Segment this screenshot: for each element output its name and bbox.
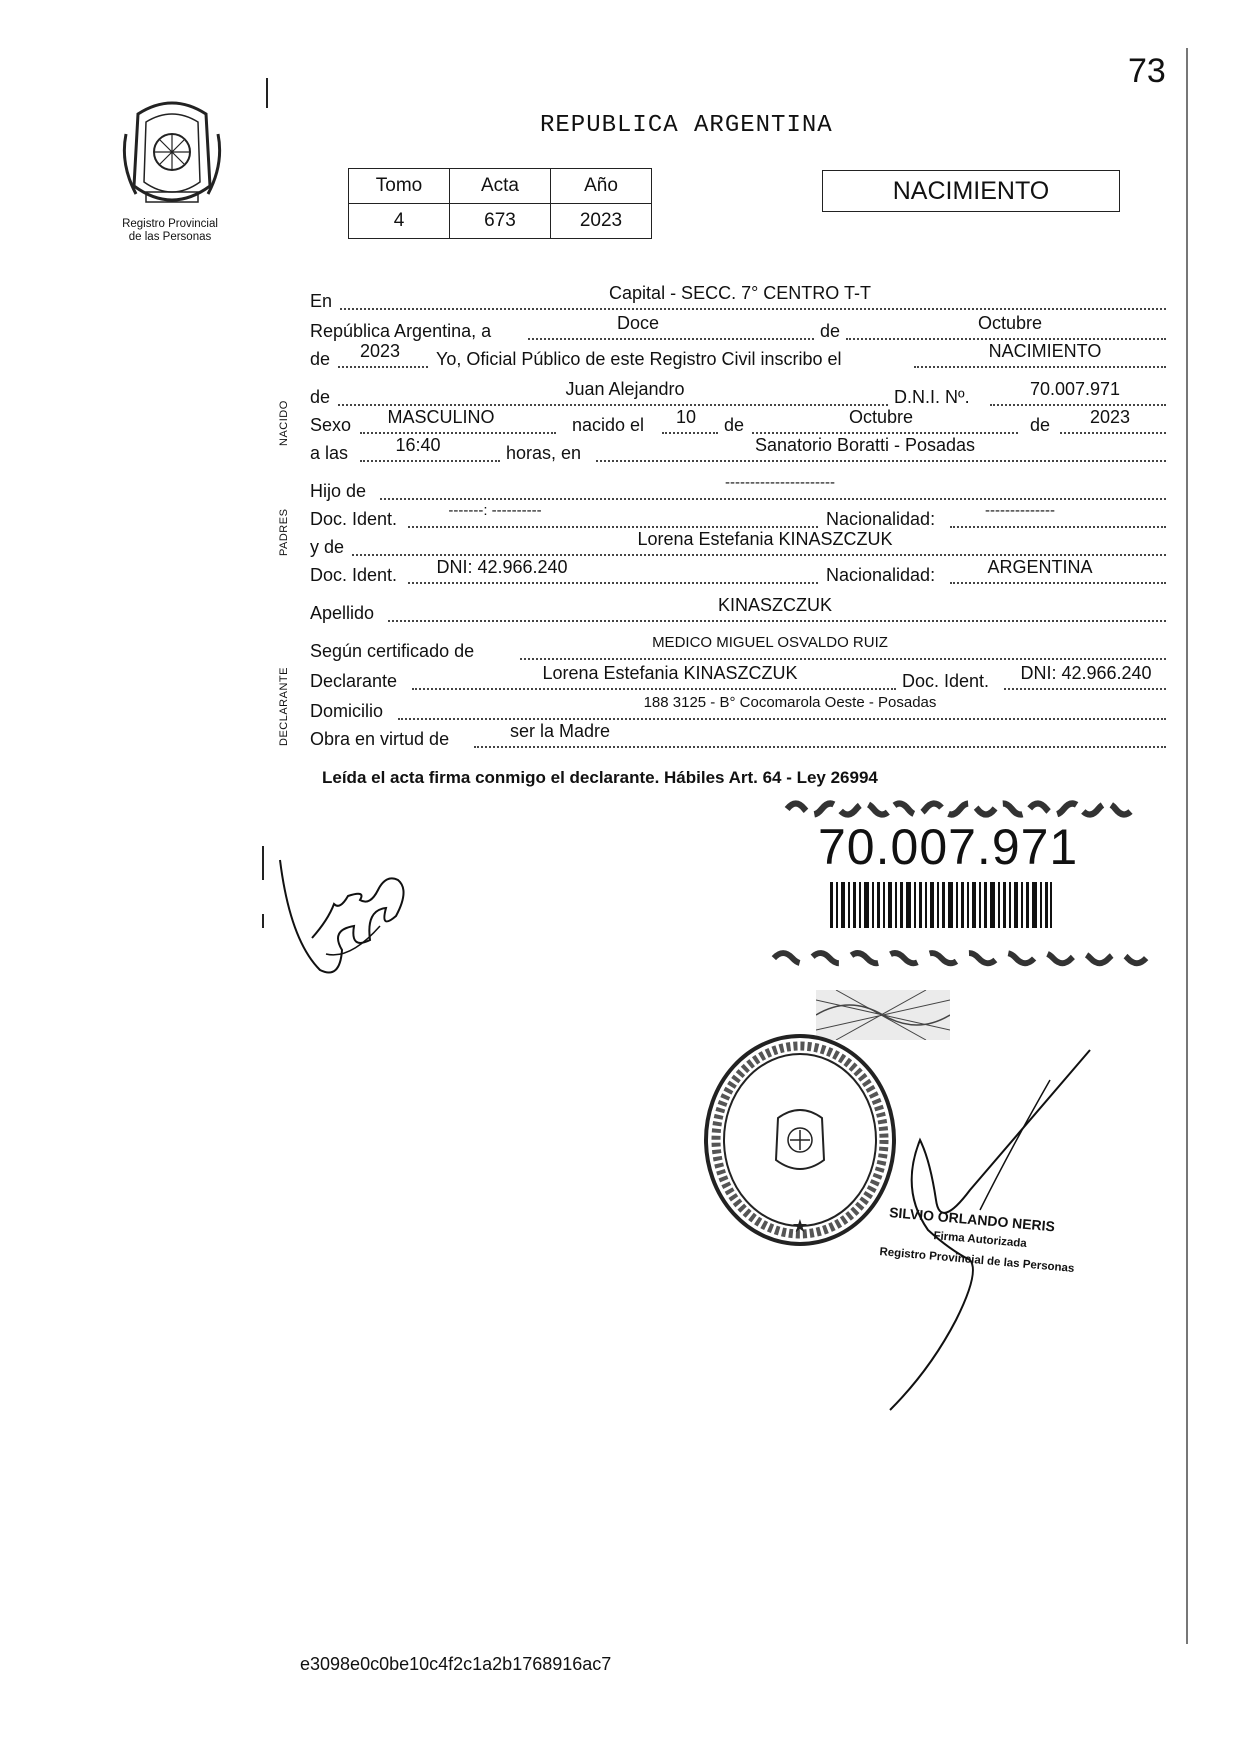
section-label-declarante: DECLARANTE <box>278 667 290 746</box>
dots-birth-day <box>662 432 718 434</box>
registry-value-tomo: 4 <box>349 204 450 239</box>
label-yo-text: Yo, Oficial Público de este Registro Civil inscribo el <box>436 349 842 369</box>
value-declarant-doc: DNI: 42.966.240 <box>1020 663 1152 683</box>
value-surname: KINASZCZUK <box>717 595 832 615</box>
signer-name: SILVIO ORLANDO NERIS <box>888 1204 1056 1235</box>
act-type-box: NACIMIENTO <box>822 170 1120 212</box>
security-wave-bottom <box>740 948 1180 970</box>
right-margin-line <box>1186 48 1188 1644</box>
registry-value-ano: 2023 <box>551 204 652 239</box>
signer-organization: Registro Provincial de las Personas <box>878 1246 1075 1276</box>
dots-capacity <box>474 746 1166 748</box>
label-nacionalidad-father: Nacionalidad: <box>826 509 936 529</box>
document-title: REPUBLICA ARGENTINA <box>540 112 833 139</box>
dots-mother-doc <box>408 582 818 584</box>
value-sex: MASCULINO <box>387 407 495 427</box>
value-birth-year: 2023 <box>1089 407 1131 427</box>
value-name: Juan Alejandro <box>565 379 685 399</box>
row-time-place <box>310 435 1166 466</box>
label-de-month: de <box>820 321 841 341</box>
dots-year <box>338 366 428 368</box>
left-mark-2 <box>262 914 264 928</box>
value-mother: Lorena Estefania KINASZCZUK <box>637 529 893 549</box>
label-apellido: Apellido <box>310 603 375 623</box>
row-mother-doc <box>310 557 1166 588</box>
label-y-de: y de <box>310 537 345 557</box>
dots-act <box>914 366 1166 368</box>
label-de-birth-month: de <box>724 415 745 435</box>
label-dni: D.N.I. Nº. <box>894 387 970 407</box>
value-act: NACIMIENTO <box>988 341 1102 361</box>
row-surname <box>310 595 1166 626</box>
value-declarant: Lorena Estefania KINASZCZUK <box>542 663 798 683</box>
signer-role: Firma Autorizada <box>932 1230 1028 1251</box>
declarant-signature <box>270 830 420 980</box>
security-wave-top <box>740 798 1180 820</box>
value-year: 2023 <box>359 341 401 361</box>
value-capacity: ser la Madre <box>509 721 611 741</box>
value-birth-month: Octubre <box>848 407 914 427</box>
value-father-nat: -------------- <box>985 502 1055 519</box>
row-address <box>310 694 1166 724</box>
province-crest-logo <box>118 94 226 212</box>
label-declarante: Declarante <box>310 671 398 691</box>
label-domicilio: Domicilio <box>310 701 384 721</box>
label-en: En <box>310 291 333 311</box>
registry-value-acta: 673 <box>450 204 551 239</box>
label-hijo-de: Hijo de <box>310 481 367 501</box>
section-label-padres: PADRES <box>278 508 290 556</box>
official-signature <box>860 1040 1100 1420</box>
value-father: ---------------------- <box>725 474 835 491</box>
registry-header-acta: Acta <box>450 169 551 204</box>
svg-text:★: ★ <box>791 1216 809 1236</box>
value-time: 16:40 <box>395 435 441 455</box>
label-doc-ident-declarant: Doc. Ident. <box>902 671 990 691</box>
label-nacionalidad-mother: Nacionalidad: <box>826 565 936 585</box>
label-a-las: a las <box>310 443 349 463</box>
label-doc-ident-father: Doc. Ident. <box>310 509 398 529</box>
value-dni: 70.007.971 <box>1029 379 1121 399</box>
label-de-birth-year: de <box>1030 415 1051 435</box>
section-label-nacido: NACIDO <box>278 400 290 446</box>
stamp-number: 70.007.971 <box>818 819 1079 875</box>
value-birth-place: Sanatorio Boratti - Posadas <box>754 435 976 455</box>
row-capacity <box>310 721 1166 752</box>
value-father-doc: -------: ---------- <box>448 502 542 519</box>
label-de-name: de <box>310 387 331 407</box>
logo-caption <box>100 218 240 244</box>
page-number: 73 <box>1128 52 1166 90</box>
registry-header-row <box>349 169 652 204</box>
dots-surname <box>388 620 1166 622</box>
label-doc-ident-mother: Doc. Ident. <box>310 565 398 585</box>
value-day: Doce <box>616 313 660 333</box>
value-mother-nat: ARGENTINA <box>987 557 1093 577</box>
barcode <box>830 882 1052 928</box>
label-sexo: Sexo <box>310 415 352 435</box>
label-nacido-el: nacido el <box>572 415 645 435</box>
value-address: 188 3125 - B° Cocomarola Oeste - Posadas <box>643 694 937 711</box>
label-segun: Según certificado de <box>310 641 475 661</box>
dots-birth-year <box>1060 432 1166 434</box>
registry-header-tomo: Tomo <box>349 169 450 204</box>
value-birth-day: 10 <box>675 407 697 427</box>
logo-caption-line-1: Registro Provincial <box>122 218 218 230</box>
registry-table <box>348 168 652 239</box>
left-mark-1 <box>262 846 264 880</box>
label-horas-en: horas, en <box>506 443 582 463</box>
dots-father-nat <box>950 526 1166 528</box>
row-year-act <box>310 341 1166 372</box>
dots-mother-nat <box>950 582 1166 584</box>
dots-time <box>360 460 500 462</box>
registry-header-ano: Año <box>551 169 652 204</box>
value-mother-doc: DNI: 42.966.240 <box>436 557 568 577</box>
label-republica: República Argentina, a <box>310 321 492 341</box>
document-hash: e3098e0c0be10c4f2c1a2b1768916ac7 <box>300 1654 612 1674</box>
dots-day <box>528 338 814 340</box>
value-certificate: MEDICO MIGUEL OSVALDO RUIZ <box>652 634 888 651</box>
left-margin-mark <box>266 78 268 108</box>
label-obra: Obra en virtud de <box>310 729 450 749</box>
logo-caption-line-2: de las Personas <box>128 231 212 243</box>
dots-birth-place <box>596 460 1166 462</box>
closing-statement: Leída el acta firma conmigo el declarante. Hábiles Art. 64 - Ley 26994 <box>322 768 878 787</box>
dots-declarant-doc <box>1004 688 1166 690</box>
value-month: Octubre <box>977 313 1043 333</box>
label-de-year: de <box>310 349 331 369</box>
value-place: Capital - SECC. 7° CENTRO T-T <box>609 283 871 303</box>
registry-value-row <box>349 204 652 239</box>
